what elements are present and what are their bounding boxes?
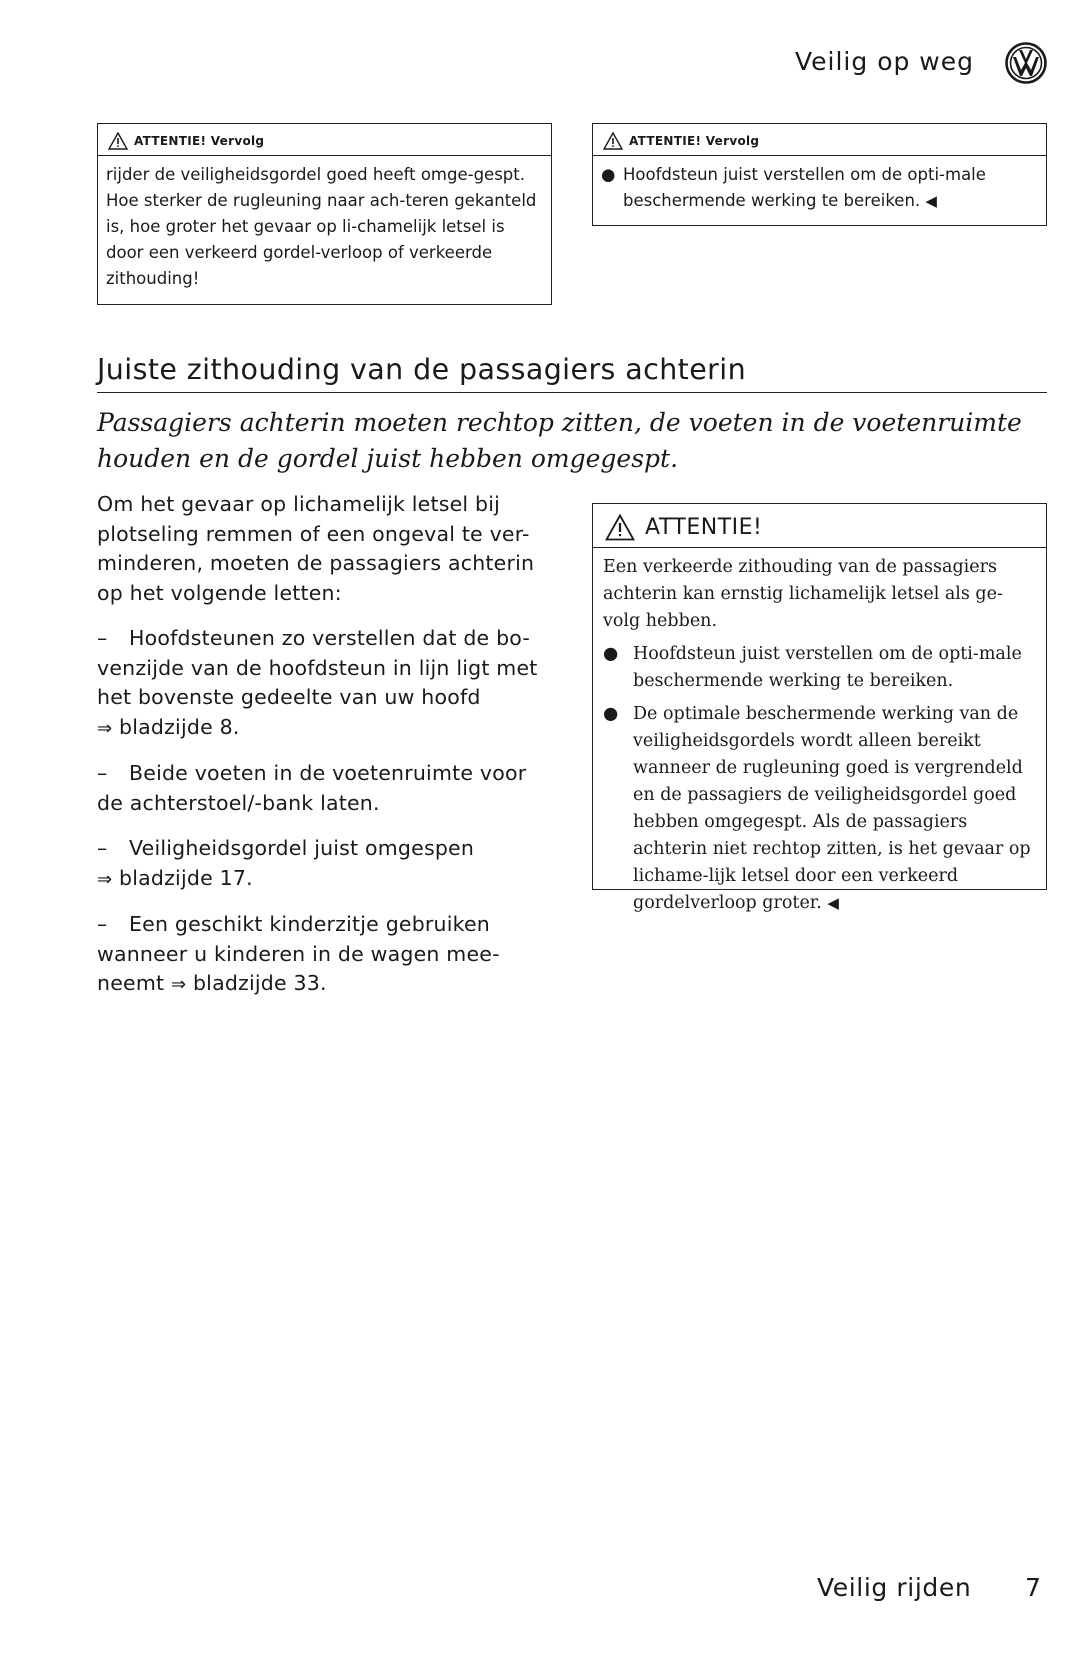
warning-box-header-text: ATTENTIE! [645,515,763,540]
section-intro: Passagiers achterin moeten rechtop zitten, de voeten in de voetenruimte houden en de gordel juist hebben omgegespt. [97,408,1022,473]
bullet-icon: ● [601,165,616,184]
vw-logo-icon [1005,42,1047,84]
section-divider [97,392,1047,393]
list-item [97,624,552,743]
end-of-section-icon: ◀ [925,192,937,210]
page-reference-link[interactable]: bladzijde 17. [119,865,253,890]
section-title: Juiste zithouding van de passagiers achterin [97,353,747,386]
page-header-title: Veilig op weg [795,47,975,76]
list-item-text: Een geschikt kinderzitje gebruiken wanneer u kinderen in de wagen mee-neemt [97,912,500,995]
page-reference-link[interactable]: bladzijde 8. [119,714,240,739]
bullet-icon: ● [603,704,619,724]
warning-box-header [593,124,1046,156]
warning-box-continued-right [592,123,1047,226]
bullet-text: Hoofdsteun juist verstellen om de opti-male beschermende werking te bereiken. [623,165,986,210]
bullet-text: De optimale beschermende werking van de veiligheidsgordels wordt alleen bereikt wanneer de rugleuning goed is vergrendeld en de passagiers de veiligheidsgordel goed hebben omgegespt. Als de passagiers achterin niet rechtop zitten, is het gevaar op lichame-lijk letsel door een verkeerd gordelverloop groter. [633,704,1031,913]
list-item [97,834,552,894]
list-item [97,759,552,818]
list-item-text: Hoofdsteunen zo verstellen dat de bo-venzijde van de hoofdsteun in lijn ligt met het bovenste gedeelte van uw hoofd [97,626,538,709]
warning-box-header-text: ATTENTIE! Vervolg [629,134,760,148]
bullet-item [603,701,1036,917]
list-item-text: Veiligheidsgordel juist omgespen [129,836,475,860]
warning-box-header-text: ATTENTIE! Vervolg [134,134,265,148]
bullet-item [603,641,1036,695]
page-number: 7 [1025,1573,1041,1602]
list-item-text: Beide voeten in de voetenruimte voor de achterstoel/-bank laten. [97,761,527,815]
page-reference-link[interactable]: bladzijde 33. [192,971,327,995]
warning-intro: Een verkeerde zithouding van de passagiers achterin kan ernstig lichamelijk letsel als ge-volg hebben. [603,557,1003,631]
warning-box-text: rijder de veiligheidsgordel goed heeft omge-gespt. Hoe sterker de rugleuning naar ach-teren gekanteld is, hoe groter het gevaar op li-chamelijk letsel is door een verkeerd gordel-verloop of verkeerde zithouding! [106,165,537,288]
warning-box-header [593,504,1046,548]
body-paragraph: Om het gevaar op lichamelijk letsel bij plotseling remmen of een ongeval te ver-minderen, moeten de passagiers achterin op het volgende letten: [97,492,535,605]
warning-triangle-icon [603,132,623,150]
bullet-text: Hoofdsteun juist verstellen om de opti-male beschermende werking te bereiken. [633,644,1022,691]
list-item [97,910,552,1000]
footer-section-title: Veilig rijden [817,1573,972,1602]
body-text-column [97,490,552,1016]
page-reference-arrow-icon: ⇒ [170,974,187,995]
dash-marker: – [97,912,108,936]
dash-marker: – [97,761,108,785]
warning-triangle-icon [605,514,635,541]
warning-box [592,503,1047,913]
warning-box-body [593,156,1046,220]
bullet-icon: ● [603,644,619,664]
dash-marker: – [97,626,108,650]
warning-box-body [593,548,1046,921]
warning-box-header [98,124,551,156]
dash-marker: – [97,836,108,860]
warning-box-continued-left [97,123,552,305]
warning-triangle-icon [108,132,128,150]
bullet-item [601,162,1036,214]
page-reference-arrow-icon: ⇒ [97,868,113,890]
end-of-section-icon: ◀ [827,894,839,912]
page-reference-arrow-icon: ⇒ [97,717,113,739]
